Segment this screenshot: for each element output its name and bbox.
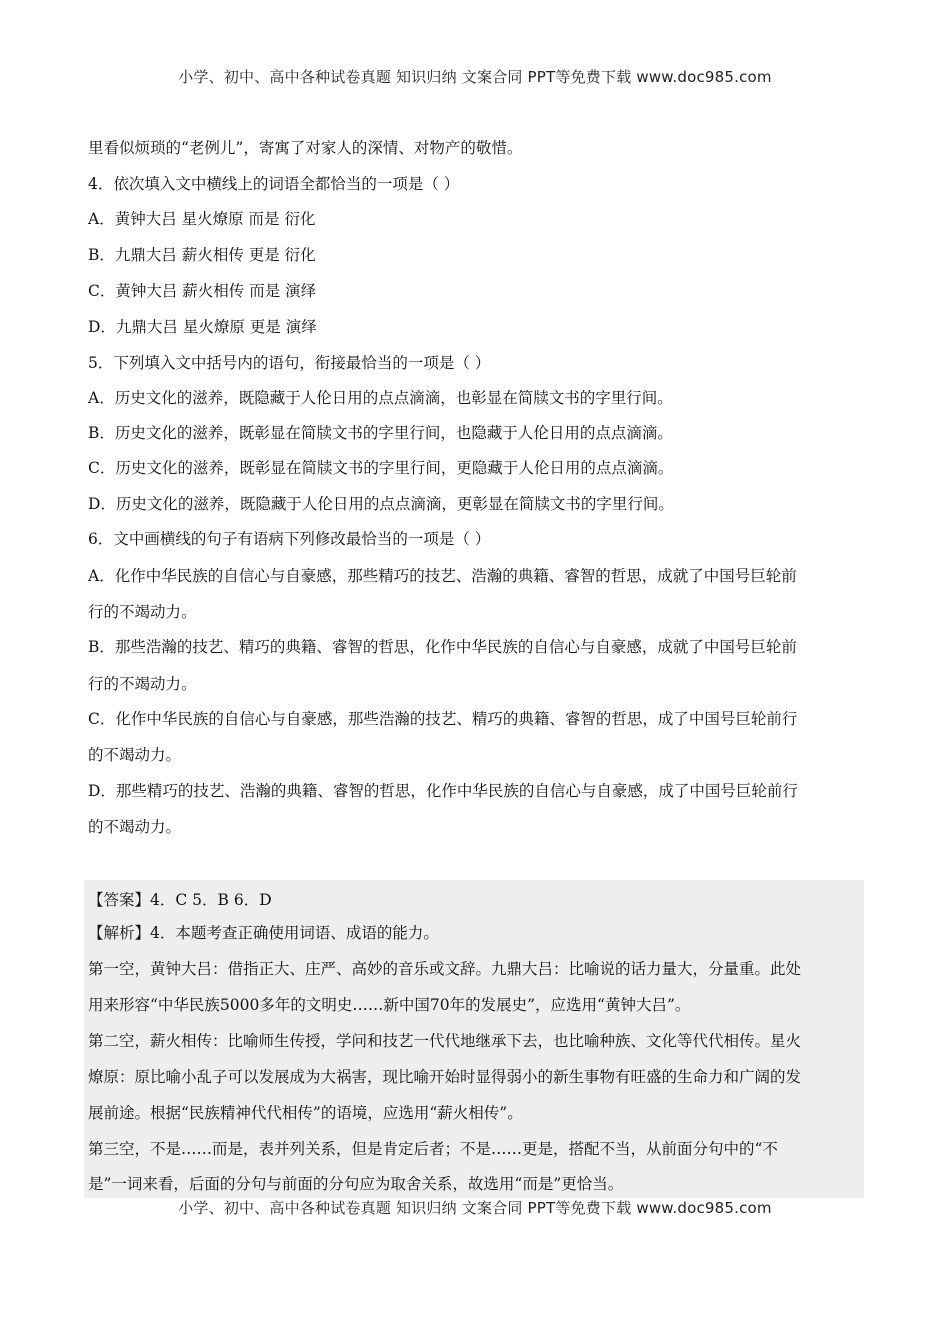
q6-option-a-line2: 行的不竭动力。 bbox=[88, 603, 197, 621]
q6-option-c-line1: C．化作中华民族的自信心与自豪感，那些浩瀚的技艺、精巧的典籍、睿智的哲思，成了中国号巨轮前行 bbox=[88, 710, 798, 728]
q6-option-b-line1: B．那些浩瀚的技艺、精巧的典籍、睿智的哲思，化作中华民族的自信心与自豪感，成就了中国号巨轮前 bbox=[88, 638, 797, 656]
q5-option-b: B．历史文化的滋养，既彰显在简牍文书的字里行间，也隐藏于人伦日用的点点滴滴。 bbox=[88, 424, 673, 442]
q5-option-c: C．历史文化的滋养，既彰显在简牍文书的字里行间，更隐藏于人伦日用的点点滴滴。 bbox=[88, 459, 674, 477]
q4-option-b: B．九鼎大吕 薪火相传 更是 衍化 bbox=[88, 246, 316, 264]
q4-option-c: C．黄钟大吕 薪火相传 而是 演绎 bbox=[88, 282, 317, 300]
answer-line: 【答案】4．C 5．B 6．D bbox=[88, 891, 272, 909]
analysis-p2-line3: 展前途。根据“民族精神代代相传”的语境，应选用“薪火相传”。 bbox=[88, 1104, 523, 1122]
q4-option-d: D．九鼎大吕 星火燎原 更是 演绎 bbox=[88, 318, 317, 336]
q6-option-a-line1: A．化作中华民族的自信心与自豪感，那些精巧的技艺、浩瀚的典籍、睿智的哲思，成就了中国号巨轮前 bbox=[88, 567, 797, 585]
q6-option-b-line2: 行的不竭动力。 bbox=[88, 675, 197, 693]
analysis-p2-line1: 第二空，薪火相传：比喻师生传授，学问和技艺一代代地继承下去，也比喻种族、文化等代代相传。星火 bbox=[88, 1032, 802, 1050]
analysis-intro: 【解析】4．本题考查正确使用词语、成语的能力。 bbox=[88, 924, 439, 942]
q6-option-d-line2: 的不竭动力。 bbox=[88, 818, 182, 836]
q5-option-d: D．历史文化的滋养，既隐藏于人伦日用的点点滴滴，更彰显在简牍文书的字里行间。 bbox=[88, 495, 674, 513]
analysis-p2-line2: 燎原：原比喻小乱子可以发展成为大祸害，现比喻开始时显得弱小的新生事物有旺盛的生命力和广阔的发 bbox=[88, 1068, 802, 1086]
q4-stem: 4．依次填入文中横线上的词语全都恰当的一项是（ ） bbox=[88, 175, 460, 193]
q4-option-a: A．黄钟大吕 星火燎原 而是 衍化 bbox=[88, 210, 316, 228]
analysis-p3-line2: 是”一词来看，后面的分句与前面的分句应为取舍关系，故选用“而是”更恰当。 bbox=[88, 1175, 624, 1193]
analysis-p1-line2: 用来形容“中华民族5000多年的文明史……新中国70年的发展史”，应选用“黄钟大吕”。 bbox=[88, 996, 691, 1014]
analysis-p1-line1: 第一空，黄钟大吕：借指正大、庄严、高妙的音乐或文辞。九鼎大吕：比喻说的话力量大，分量重。此处 bbox=[88, 960, 802, 978]
q5-stem: 5．下列填入文中括号内的语句，衔接最恰当的一项是（ ） bbox=[88, 354, 491, 372]
intro-tail-text: 里看似烦琐的“老例儿”，寄寓了对家人的深情、对物产的敬惜。 bbox=[88, 139, 523, 157]
analysis-p3-line1: 第三空，不是……而是，表并列关系，但是肯定后者；不是……更是，搭配不当，从前面分句中的“不 bbox=[88, 1140, 778, 1158]
q6-option-c-line2: 的不竭动力。 bbox=[88, 746, 182, 764]
q6-option-d-line1: D．那些精巧的技艺、浩瀚的典籍、睿智的哲思，化作中华民族的自信心与自豪感，成了中国号巨轮前行 bbox=[88, 782, 798, 800]
answer-analysis-box bbox=[84, 880, 864, 1198]
q6-stem: 6．文中画横线的句子有语病下列修改最恰当的一项是（ ） bbox=[88, 530, 491, 548]
footer-banner: 小学、初中、高中各种试卷真题 知识归纳 文案合同 PPT等免费下载 www.doc985.com bbox=[178, 1199, 772, 1217]
header-banner: 小学、初中、高中各种试卷真题 知识归纳 文案合同 PPT等免费下载 www.doc985.com bbox=[178, 68, 772, 86]
q5-option-a: A．历史文化的滋养，既隐藏于人伦日用的点点滴滴，也彰显在简牍文书的字里行间。 bbox=[88, 389, 673, 407]
